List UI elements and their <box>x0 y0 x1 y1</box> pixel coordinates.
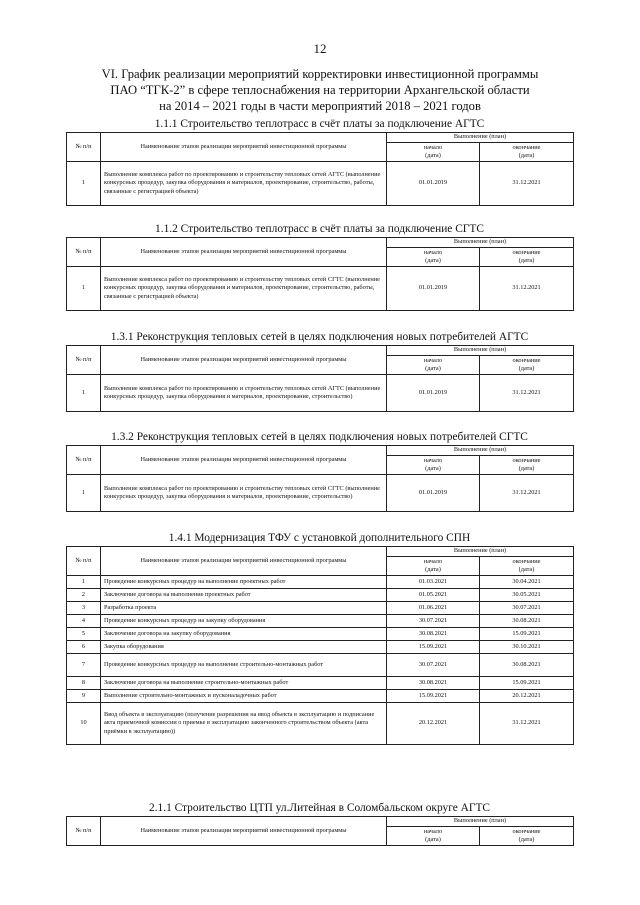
row-start: 15.09.2021 <box>387 641 480 654</box>
schedule-table <box>66 132 574 206</box>
header-start-label: начало (дата) <box>423 557 443 573</box>
header-execution: Выполнение (план) <box>387 446 574 456</box>
header-start-label: начало (дата) <box>423 248 443 264</box>
table-row <box>67 475 574 512</box>
header-start-label: начало (дата) <box>423 827 443 843</box>
table-row <box>67 615 574 628</box>
title-line-2: ПАО “ТГК-2” в сфере теплоснабжения на территории Архангельской области <box>110 83 530 97</box>
row-num: 8 <box>67 677 101 690</box>
header-end-label: окончание (дата) <box>512 143 541 159</box>
row-end: 20.12.2021 <box>480 690 574 703</box>
header-name: Наименование этапов реализации мероприятий инвестиционной программы <box>101 346 387 375</box>
row-end: 30.10.2021 <box>480 641 574 654</box>
section-1-3-1 <box>66 330 573 412</box>
table-row <box>67 267 574 311</box>
row-num: 2 <box>67 589 101 602</box>
row-name: Проведение конкурсных процедур на выполнение строительно-монтажных работ <box>101 654 387 677</box>
row-name: Ввод объекта в эксплуатацию (получение разрешения на ввод объекта в эксплуатацию и подписание акта приемочной комиссии о приемке в эксплуатацию законченного строительством объекта (акта приёмки в эксплуатацию)) <box>101 703 387 745</box>
table-row <box>67 375 574 412</box>
header-start <box>387 356 480 375</box>
title-line-1: VI. График реализации мероприятий корректировки инвестиционной программы <box>101 67 539 81</box>
table-row <box>67 576 574 589</box>
row-name: Выполнение комплекса работ по проектированию и строительству тепловых сетей АГТС (выполнение конкурсных процедур, закупка оборудования и материалов, проектирование, строительство) <box>101 375 387 412</box>
section-title: 1.3.1 Реконструкция тепловых сетей в целях подключения новых потребителей АГТС <box>110 331 529 343</box>
header-end <box>480 827 574 846</box>
schedule-table <box>66 816 574 846</box>
row-end: 31.12.2021 <box>480 475 574 512</box>
row-start: 30.07.2021 <box>387 615 480 628</box>
section-title: 1.1.2 Строительство теплотрасс в счёт платы за подключение СГТС <box>155 223 484 235</box>
header-name: Наименование этапов реализации мероприятий инвестиционной программы <box>101 446 387 475</box>
header-name: Наименование этапов реализации мероприятий инвестиционной программы <box>101 133 387 162</box>
row-start: 30.08.2021 <box>387 677 480 690</box>
section-2-1-1 <box>66 801 573 846</box>
row-start: 01.06.2021 <box>387 602 480 615</box>
row-name: Заключение договора на выполнение строительно-монтажных работ <box>101 677 387 690</box>
row-start: 30.08.2021 <box>387 628 480 641</box>
header-end-label: окончание (дата) <box>512 356 541 372</box>
section-title: 1.4.1 Модернизация ТФУ с установкой дополнительного СПН <box>168 532 471 544</box>
table-row <box>67 162 574 206</box>
header-start-label: начало (дата) <box>423 456 443 472</box>
header-num: № п/п <box>67 547 101 576</box>
header-end <box>480 356 574 375</box>
schedule-table <box>66 345 574 412</box>
header-end-label: окончание (дата) <box>512 557 541 573</box>
section-1-1-2 <box>66 222 573 311</box>
section-title: 1.1.1 Строительство теплотрасс в счёт платы за подключение АГТС <box>154 118 485 130</box>
header-start <box>387 827 480 846</box>
row-num: 1 <box>67 267 101 311</box>
table-row <box>67 703 574 745</box>
row-num: 4 <box>67 615 101 628</box>
row-name: Проведение конкурсных процедур на выполнение проектных работ <box>101 576 387 589</box>
header-num: № п/п <box>67 817 101 846</box>
row-name: Выполнение комплекса работ по проектированию и строительству тепловых сетей АГТС (выполнение конкурсных процедур, закупка оборудования и материалов, проектирование, строительство, работы, связанные с регистрацией объекта) <box>101 162 387 206</box>
header-end <box>480 248 574 267</box>
row-start: 01.01.2019 <box>387 162 480 206</box>
row-name: Выполнение комплекса работ по проектированию и строительству тепловых сетей СГТС (выполнение конкурсных процедур, закупка оборудования и материалов, проектирование, строительство) <box>101 475 387 512</box>
row-start: 01.05.2021 <box>387 589 480 602</box>
header-start-label: начало (дата) <box>423 143 443 159</box>
row-start: 30.07.2021 <box>387 654 480 677</box>
table-row <box>67 641 574 654</box>
header-execution: Выполнение (план) <box>387 238 574 248</box>
row-name: Выполнение строительно-монтажных и пусконаладочных работ <box>101 690 387 703</box>
section-title: 1.3.2 Реконструкция тепловых сетей в целях подключения новых потребителей СГТС <box>111 431 528 443</box>
section-1-4-1 <box>66 531 573 745</box>
row-start: 01.01.2019 <box>387 475 480 512</box>
row-end: 31.12.2021 <box>480 267 574 311</box>
header-end <box>480 143 574 162</box>
header-end <box>480 557 574 576</box>
row-end: 30.08.2021 <box>480 615 574 628</box>
row-end: 30.04.2021 <box>480 576 574 589</box>
header-end-label: окончание (дата) <box>512 456 541 472</box>
header-num: № п/п <box>67 238 101 267</box>
header-num: № п/п <box>67 346 101 375</box>
header-execution: Выполнение (план) <box>387 547 574 557</box>
row-start: 15.09.2021 <box>387 690 480 703</box>
table-row <box>67 654 574 677</box>
schedule-table <box>66 237 574 311</box>
row-num: 6 <box>67 641 101 654</box>
table-row <box>67 602 574 615</box>
row-num: 7 <box>67 654 101 677</box>
row-num: 3 <box>67 602 101 615</box>
table-row <box>67 589 574 602</box>
header-num: № п/п <box>67 446 101 475</box>
row-num: 1 <box>67 375 101 412</box>
header-name: Наименование этапов реализации мероприятий инвестиционной программы <box>101 547 387 576</box>
title-line-3: на 2014 – 2021 годы в части мероприятий 2018 – 2021 годов <box>159 99 481 113</box>
row-name: Выполнение комплекса работ по проектированию и строительству тепловых сетей СГТС (выполнение конкурсных процедур, закупка оборудования и материалов, проектирование, строительство, работы, связанные с регистрацией объекта) <box>101 267 387 311</box>
header-execution: Выполнение (план) <box>387 346 574 356</box>
header-execution: Выполнение (план) <box>387 817 574 827</box>
table-row <box>67 690 574 703</box>
header-end <box>480 456 574 475</box>
header-start <box>387 143 480 162</box>
row-num: 1 <box>67 162 101 206</box>
header-end-label: окончание (дата) <box>512 827 541 843</box>
row-end: 31.12.2021 <box>480 375 574 412</box>
row-name: Заключение договора на выполнение проектных работ <box>101 589 387 602</box>
header-execution: Выполнение (план) <box>387 133 574 143</box>
section-1-1-1 <box>66 117 573 206</box>
row-end: 30.05.2021 <box>480 589 574 602</box>
header-end-label: окончание (дата) <box>512 248 541 264</box>
row-end: 30.07.2021 <box>480 602 574 615</box>
page-number: 12 <box>313 41 327 56</box>
header-name: Наименование этапов реализации мероприятий инвестиционной программы <box>101 817 387 846</box>
header-name: Наименование этапов реализации мероприятий инвестиционной программы <box>101 238 387 267</box>
header-start <box>387 248 480 267</box>
row-end: 31.12.2021 <box>480 162 574 206</box>
row-name: Заключение договора на закупку оборудования <box>101 628 387 641</box>
row-start: 01.03.2021 <box>387 576 480 589</box>
row-num: 10 <box>67 703 101 745</box>
row-num: 1 <box>67 475 101 512</box>
header-start-label: начало (дата) <box>423 356 443 372</box>
schedule-table <box>66 445 574 512</box>
table-row <box>67 628 574 641</box>
row-name: Закупка оборудования <box>101 641 387 654</box>
row-start: 01.01.2019 <box>387 267 480 311</box>
row-num: 5 <box>67 628 101 641</box>
row-start: 20.12.2021 <box>387 703 480 745</box>
row-start: 01.01.2019 <box>387 375 480 412</box>
row-end: 15.09.2021 <box>480 677 574 690</box>
header-start <box>387 557 480 576</box>
row-name: Разработка проекта <box>101 602 387 615</box>
document-title <box>60 66 580 114</box>
header-num: № п/п <box>67 133 101 162</box>
row-end: 15.09.2021 <box>480 628 574 641</box>
section-1-3-2 <box>66 430 573 512</box>
row-num: 9 <box>67 690 101 703</box>
row-end: 30.08.2021 <box>480 654 574 677</box>
header-start <box>387 456 480 475</box>
row-name: Проведение конкурсных процедур на закупку оборудования <box>101 615 387 628</box>
row-num: 1 <box>67 576 101 589</box>
schedule-table <box>66 546 574 745</box>
section-title: 2.1.1 Строительство ЦТП ул.Литейная в Соломбальском округе АГТС <box>148 802 491 814</box>
table-row <box>67 677 574 690</box>
row-end: 31.12.2021 <box>480 703 574 745</box>
